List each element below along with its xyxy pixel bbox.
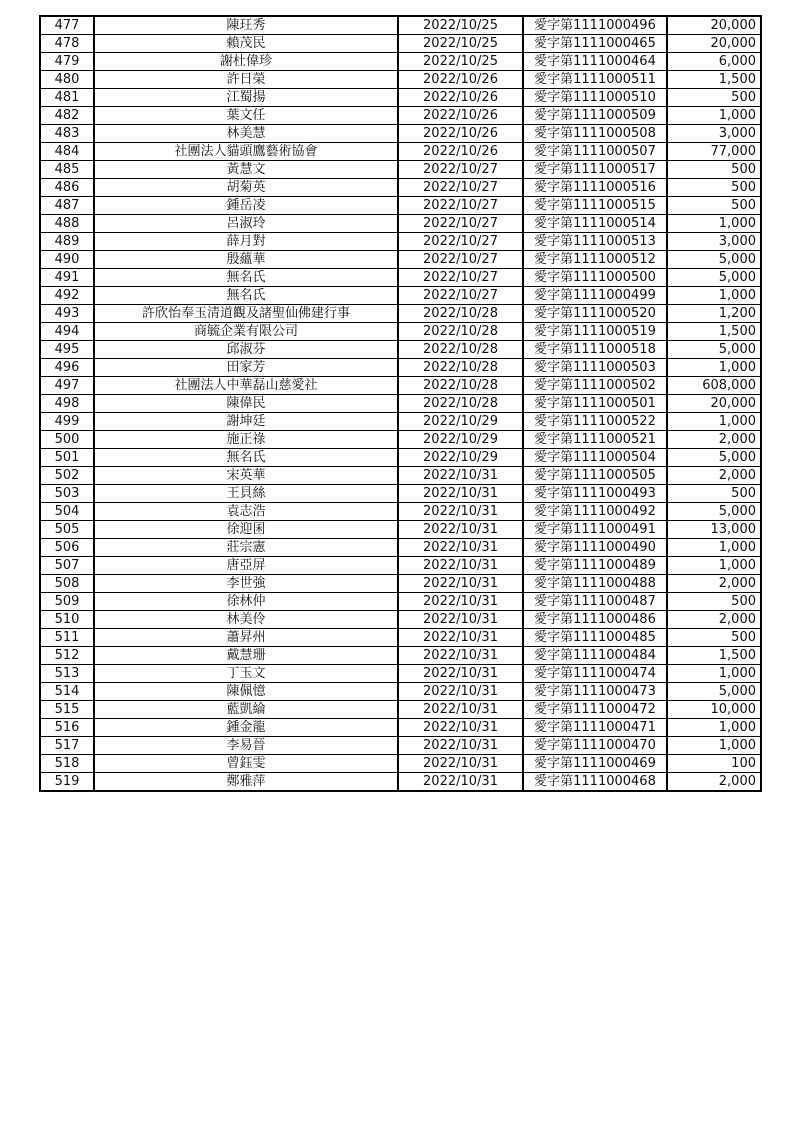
donation-date: 2022/10/31 <box>398 557 523 575</box>
donation-amount: 1,200 <box>667 305 761 323</box>
donor-name: 徐迎囷 <box>94 521 398 539</box>
table-row <box>40 647 761 665</box>
entry-number: 506 <box>40 539 94 557</box>
entry-number: 483 <box>40 125 94 143</box>
donor-name: 林美慧 <box>94 125 398 143</box>
table-row <box>40 287 761 305</box>
donation-date: 2022/10/31 <box>398 737 523 755</box>
donation-amount: 1,000 <box>667 215 761 233</box>
entry-number: 513 <box>40 665 94 683</box>
table-row <box>40 449 761 467</box>
donor-name: 袁志浩 <box>94 503 398 521</box>
table-row <box>40 665 761 683</box>
table-row <box>40 431 761 449</box>
donation-date: 2022/10/28 <box>398 395 523 413</box>
donor-name: 胡菊英 <box>94 179 398 197</box>
table-row <box>40 359 761 377</box>
donation-amount: 1,000 <box>667 359 761 377</box>
donor-name: 謝杜偉珍 <box>94 53 398 71</box>
donation-date: 2022/10/25 <box>398 53 523 71</box>
receipt-number: 愛字第1111000520 <box>523 305 667 323</box>
table-row <box>40 485 761 503</box>
donation-date: 2022/10/27 <box>398 287 523 305</box>
donor-name: 社團法人中華磊山慈愛社 <box>94 377 398 395</box>
donation-amount: 5,000 <box>667 341 761 359</box>
receipt-number: 愛字第1111000513 <box>523 233 667 251</box>
donation-date: 2022/10/28 <box>398 341 523 359</box>
entry-number: 515 <box>40 701 94 719</box>
receipt-number: 愛字第1111000496 <box>523 16 667 35</box>
table-row <box>40 233 761 251</box>
receipt-number: 愛字第1111000501 <box>523 395 667 413</box>
donation-date: 2022/10/31 <box>398 521 523 539</box>
donation-amount: 2,000 <box>667 467 761 485</box>
donor-name: 李易晉 <box>94 737 398 755</box>
entry-number: 509 <box>40 593 94 611</box>
receipt-number: 愛字第1111000464 <box>523 53 667 71</box>
receipt-number: 愛字第1111000471 <box>523 719 667 737</box>
donation-date: 2022/10/26 <box>398 71 523 89</box>
donation-amount: 500 <box>667 593 761 611</box>
donation-amount: 2,000 <box>667 773 761 792</box>
entry-number: 514 <box>40 683 94 701</box>
donation-date: 2022/10/29 <box>398 431 523 449</box>
donation-date: 2022/10/31 <box>398 629 523 647</box>
table-row <box>40 179 761 197</box>
donor-name: 唐亞屏 <box>94 557 398 575</box>
donation-amount: 20,000 <box>667 395 761 413</box>
donation-table-body <box>40 16 761 791</box>
entry-number: 500 <box>40 431 94 449</box>
donation-date: 2022/10/25 <box>398 16 523 35</box>
entry-number: 488 <box>40 215 94 233</box>
receipt-number: 愛字第1111000493 <box>523 485 667 503</box>
table-row <box>40 197 761 215</box>
table-row <box>40 107 761 125</box>
table-row <box>40 539 761 557</box>
donation-amount: 1,000 <box>667 539 761 557</box>
table-row <box>40 683 761 701</box>
donation-amount: 5,000 <box>667 683 761 701</box>
table-row <box>40 737 761 755</box>
donor-name: 葉文任 <box>94 107 398 125</box>
donation-date: 2022/10/25 <box>398 35 523 53</box>
table-row <box>40 251 761 269</box>
entry-number: 492 <box>40 287 94 305</box>
entry-number: 505 <box>40 521 94 539</box>
donor-name: 陳玨秀 <box>94 16 398 35</box>
entry-number: 491 <box>40 269 94 287</box>
receipt-number: 愛字第1111000488 <box>523 575 667 593</box>
receipt-number: 愛字第1111000500 <box>523 269 667 287</box>
donation-date: 2022/10/28 <box>398 305 523 323</box>
table-row <box>40 719 761 737</box>
donation-date: 2022/10/27 <box>398 251 523 269</box>
table-row <box>40 377 761 395</box>
table-row <box>40 215 761 233</box>
donor-name: 謝坤廷 <box>94 413 398 431</box>
donation-amount: 10,000 <box>667 701 761 719</box>
donor-name: 藍凱綸 <box>94 701 398 719</box>
table-row <box>40 143 761 161</box>
receipt-number: 愛字第1111000515 <box>523 197 667 215</box>
donor-name: 鍾岳凌 <box>94 197 398 215</box>
entry-number: 512 <box>40 647 94 665</box>
entry-number: 519 <box>40 773 94 792</box>
donation-amount: 20,000 <box>667 35 761 53</box>
donation-amount: 3,000 <box>667 233 761 251</box>
donor-name: 社團法人貓頭鷹藝術協會 <box>94 143 398 161</box>
donation-amount: 1,500 <box>667 323 761 341</box>
receipt-number: 愛字第1111000470 <box>523 737 667 755</box>
entry-number: 511 <box>40 629 94 647</box>
entry-number: 485 <box>40 161 94 179</box>
donation-date: 2022/10/31 <box>398 701 523 719</box>
donor-name: 鍾金龍 <box>94 719 398 737</box>
donation-date: 2022/10/29 <box>398 413 523 431</box>
entry-number: 504 <box>40 503 94 521</box>
receipt-number: 愛字第1111000517 <box>523 161 667 179</box>
table-row <box>40 503 761 521</box>
table-row <box>40 16 761 35</box>
entry-number: 510 <box>40 611 94 629</box>
donation-date: 2022/10/31 <box>398 755 523 773</box>
donation-date: 2022/10/31 <box>398 467 523 485</box>
donation-amount: 1,500 <box>667 647 761 665</box>
donor-name: 陳佩憶 <box>94 683 398 701</box>
donation-table <box>39 15 762 792</box>
donor-name: 施正祿 <box>94 431 398 449</box>
donation-amount: 20,000 <box>667 16 761 35</box>
receipt-number: 愛字第1111000507 <box>523 143 667 161</box>
table-row <box>40 161 761 179</box>
donation-date: 2022/10/31 <box>398 683 523 701</box>
table-row <box>40 557 761 575</box>
donor-name: 李世強 <box>94 575 398 593</box>
entry-number: 477 <box>40 16 94 35</box>
donor-name: 徐林仲 <box>94 593 398 611</box>
receipt-number: 愛字第1111000465 <box>523 35 667 53</box>
donor-name: 江蜀揚 <box>94 89 398 107</box>
receipt-number: 愛字第1111000472 <box>523 701 667 719</box>
donor-name: 許日榮 <box>94 71 398 89</box>
donation-date: 2022/10/31 <box>398 593 523 611</box>
donor-name: 蕭昇州 <box>94 629 398 647</box>
donor-name: 無名氏 <box>94 269 398 287</box>
donor-name: 鄭雅萍 <box>94 773 398 792</box>
donation-date: 2022/10/26 <box>398 143 523 161</box>
donation-date: 2022/10/26 <box>398 125 523 143</box>
receipt-number: 愛字第1111000511 <box>523 71 667 89</box>
receipt-number: 愛字第1111000487 <box>523 593 667 611</box>
receipt-number: 愛字第1111000503 <box>523 359 667 377</box>
donation-amount: 500 <box>667 197 761 215</box>
donation-date: 2022/10/28 <box>398 359 523 377</box>
donation-amount: 2,000 <box>667 575 761 593</box>
donation-date: 2022/10/27 <box>398 197 523 215</box>
donation-date: 2022/10/31 <box>398 773 523 792</box>
donor-name: 無名氏 <box>94 287 398 305</box>
table-row <box>40 341 761 359</box>
donation-date: 2022/10/27 <box>398 269 523 287</box>
receipt-number: 愛字第1111000489 <box>523 557 667 575</box>
receipt-number: 愛字第1111000491 <box>523 521 667 539</box>
donation-amount: 1,000 <box>667 719 761 737</box>
donation-amount: 1,000 <box>667 737 761 755</box>
receipt-number: 愛字第1111000522 <box>523 413 667 431</box>
entry-number: 489 <box>40 233 94 251</box>
entry-number: 497 <box>40 377 94 395</box>
donation-date: 2022/10/31 <box>398 485 523 503</box>
donation-date: 2022/10/31 <box>398 575 523 593</box>
donation-amount: 1,000 <box>667 107 761 125</box>
receipt-number: 愛字第1111000512 <box>523 251 667 269</box>
donation-amount: 2,000 <box>667 431 761 449</box>
donation-amount: 6,000 <box>667 53 761 71</box>
entry-number: 499 <box>40 413 94 431</box>
donation-amount: 3,000 <box>667 125 761 143</box>
donation-date: 2022/10/31 <box>398 719 523 737</box>
table-row <box>40 611 761 629</box>
donation-amount: 500 <box>667 179 761 197</box>
receipt-number: 愛字第1111000516 <box>523 179 667 197</box>
donation-date: 2022/10/31 <box>398 647 523 665</box>
table-row <box>40 413 761 431</box>
table-row <box>40 593 761 611</box>
table-row <box>40 71 761 89</box>
donor-name: 丁玉文 <box>94 665 398 683</box>
entry-number: 498 <box>40 395 94 413</box>
entry-number: 486 <box>40 179 94 197</box>
donation-amount: 5,000 <box>667 251 761 269</box>
table-row <box>40 395 761 413</box>
table-row <box>40 773 761 792</box>
donation-amount: 77,000 <box>667 143 761 161</box>
entry-number: 481 <box>40 89 94 107</box>
donation-ledger-page <box>39 15 762 792</box>
table-row <box>40 701 761 719</box>
receipt-number: 愛字第1111000504 <box>523 449 667 467</box>
donor-name: 曾鈺雯 <box>94 755 398 773</box>
receipt-number: 愛字第1111000492 <box>523 503 667 521</box>
donor-name: 許欣怡奉玉清道觀及諸聖仙佛建行事 <box>94 305 398 323</box>
donor-name: 薛月對 <box>94 233 398 251</box>
entry-number: 496 <box>40 359 94 377</box>
receipt-number: 愛字第1111000508 <box>523 125 667 143</box>
table-row <box>40 575 761 593</box>
donation-amount: 1,000 <box>667 557 761 575</box>
donor-name: 田家芳 <box>94 359 398 377</box>
donation-date: 2022/10/31 <box>398 611 523 629</box>
donor-name: 呂淑玲 <box>94 215 398 233</box>
donation-date: 2022/10/26 <box>398 107 523 125</box>
donation-date: 2022/10/29 <box>398 449 523 467</box>
donation-amount: 5,000 <box>667 269 761 287</box>
table-row <box>40 323 761 341</box>
donor-name: 林美伶 <box>94 611 398 629</box>
donation-date: 2022/10/31 <box>398 539 523 557</box>
table-row <box>40 35 761 53</box>
donation-amount: 500 <box>667 89 761 107</box>
donation-amount: 1,500 <box>667 71 761 89</box>
entry-number: 495 <box>40 341 94 359</box>
receipt-number: 愛字第1111000519 <box>523 323 667 341</box>
donation-date: 2022/10/27 <box>398 215 523 233</box>
donation-date: 2022/10/27 <box>398 161 523 179</box>
donation-amount: 500 <box>667 629 761 647</box>
donation-date: 2022/10/26 <box>398 89 523 107</box>
entry-number: 501 <box>40 449 94 467</box>
receipt-number: 愛字第1111000469 <box>523 755 667 773</box>
receipt-number: 愛字第1111000521 <box>523 431 667 449</box>
donation-amount: 1,000 <box>667 287 761 305</box>
donation-date: 2022/10/27 <box>398 233 523 251</box>
entry-number: 490 <box>40 251 94 269</box>
entry-number: 502 <box>40 467 94 485</box>
donor-name: 戴慧珊 <box>94 647 398 665</box>
entry-number: 516 <box>40 719 94 737</box>
table-row <box>40 269 761 287</box>
entry-number: 484 <box>40 143 94 161</box>
entry-number: 518 <box>40 755 94 773</box>
entry-number: 479 <box>40 53 94 71</box>
table-row <box>40 89 761 107</box>
entry-number: 517 <box>40 737 94 755</box>
table-row <box>40 125 761 143</box>
donor-name: 陳偉民 <box>94 395 398 413</box>
donation-date: 2022/10/31 <box>398 503 523 521</box>
receipt-number: 愛字第1111000484 <box>523 647 667 665</box>
donor-name: 商毓企業有限公司 <box>94 323 398 341</box>
table-row <box>40 305 761 323</box>
table-row <box>40 53 761 71</box>
entry-number: 503 <box>40 485 94 503</box>
donation-date: 2022/10/27 <box>398 179 523 197</box>
donor-name: 王貝絲 <box>94 485 398 503</box>
donor-name: 莊宗憲 <box>94 539 398 557</box>
donation-amount: 500 <box>667 161 761 179</box>
entry-number: 478 <box>40 35 94 53</box>
receipt-number: 愛字第1111000505 <box>523 467 667 485</box>
receipt-number: 愛字第1111000486 <box>523 611 667 629</box>
receipt-number: 愛字第1111000473 <box>523 683 667 701</box>
receipt-number: 愛字第1111000502 <box>523 377 667 395</box>
donation-amount: 5,000 <box>667 449 761 467</box>
receipt-number: 愛字第1111000468 <box>523 773 667 792</box>
entry-number: 494 <box>40 323 94 341</box>
receipt-number: 愛字第1111000485 <box>523 629 667 647</box>
donor-name: 邱淑芬 <box>94 341 398 359</box>
table-row <box>40 629 761 647</box>
entry-number: 480 <box>40 71 94 89</box>
donation-amount: 2,000 <box>667 611 761 629</box>
donation-date: 2022/10/31 <box>398 665 523 683</box>
donation-amount: 1,000 <box>667 413 761 431</box>
entry-number: 482 <box>40 107 94 125</box>
donor-name: 賴茂民 <box>94 35 398 53</box>
receipt-number: 愛字第1111000490 <box>523 539 667 557</box>
entry-number: 507 <box>40 557 94 575</box>
donation-amount: 5,000 <box>667 503 761 521</box>
donation-date: 2022/10/28 <box>398 323 523 341</box>
receipt-number: 愛字第1111000518 <box>523 341 667 359</box>
donation-amount: 500 <box>667 485 761 503</box>
donation-amount: 100 <box>667 755 761 773</box>
donor-name: 黃慧文 <box>94 161 398 179</box>
donor-name: 宋英華 <box>94 467 398 485</box>
entry-number: 508 <box>40 575 94 593</box>
donation-date: 2022/10/28 <box>398 377 523 395</box>
donation-amount: 13,000 <box>667 521 761 539</box>
receipt-number: 愛字第1111000499 <box>523 287 667 305</box>
table-row <box>40 755 761 773</box>
receipt-number: 愛字第1111000514 <box>523 215 667 233</box>
donor-name: 無名氏 <box>94 449 398 467</box>
table-row <box>40 467 761 485</box>
receipt-number: 愛字第1111000474 <box>523 665 667 683</box>
receipt-number: 愛字第1111000510 <box>523 89 667 107</box>
donation-amount: 608,000 <box>667 377 761 395</box>
table-row <box>40 521 761 539</box>
entry-number: 487 <box>40 197 94 215</box>
receipt-number: 愛字第1111000509 <box>523 107 667 125</box>
donation-amount: 1,000 <box>667 665 761 683</box>
donor-name: 殷蘊華 <box>94 251 398 269</box>
entry-number: 493 <box>40 305 94 323</box>
